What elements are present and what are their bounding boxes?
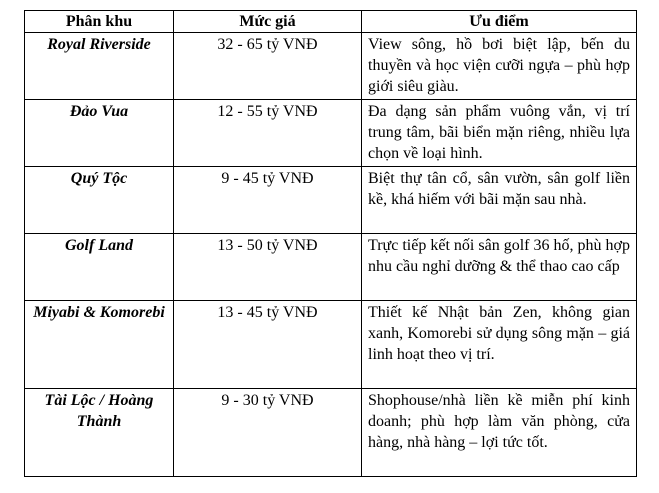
table-header-row [25, 11, 637, 33]
table-row [25, 234, 637, 301]
table-row [25, 100, 637, 167]
price-cell: 9 - 45 tỷ VNĐ [174, 167, 362, 234]
header-advantage: Ưu điểm [362, 11, 637, 33]
zone-cell: Đảo Vua [25, 100, 174, 167]
table-row [25, 33, 637, 100]
header-price: Mức giá [174, 11, 362, 33]
header-zone: Phân khu [25, 11, 174, 33]
advantage-cell: Shophouse/nhà liền kề miễn phí kinh doanh; phù hợp làm văn phòng, cửa hàng, nhà hàng – lợi tức tốt. [362, 389, 637, 477]
price-cell: 12 - 55 tỷ VNĐ [174, 100, 362, 167]
advantage-cell: Biệt thự tân cổ, sân vườn, sân golf liền kề, khá hiếm với bãi mặn sau nhà. [362, 167, 637, 234]
price-cell: 32 - 65 tỷ VNĐ [174, 33, 362, 100]
advantage-cell: Trực tiếp kết nối sân golf 36 hố, phù hợp nhu cầu nghỉ dưỡng & thể thao cao cấp [362, 234, 637, 301]
advantage-cell: View sông, hồ bơi biệt lập, bến du thuyền và học viện cưỡi ngựa – phù hợp giới siêu giàu. [362, 33, 637, 100]
advantage-cell: Đa dạng sản phẩm vuông vắn, vị trí trung tâm, bãi biển mặn riêng, nhiều lựa chọn về loại hình. [362, 100, 637, 167]
zone-cell: Miyabi & Komorebi [25, 301, 174, 389]
table-row [25, 167, 637, 234]
price-cell: 9 - 30 tỷ VNĐ [174, 389, 362, 477]
price-comparison-table [24, 10, 637, 477]
zone-cell: Royal Riverside [25, 33, 174, 100]
zone-cell: Quý Tộc [25, 167, 174, 234]
zone-cell: Golf Land [25, 234, 174, 301]
table-row [25, 389, 637, 477]
price-cell: 13 - 50 tỷ VNĐ [174, 234, 362, 301]
price-cell: 13 - 45 tỷ VNĐ [174, 301, 362, 389]
table-row [25, 301, 637, 389]
zone-cell: Tài Lộc / Hoàng Thành [25, 389, 174, 477]
advantage-cell: Thiết kế Nhật bản Zen, không gian xanh, Komorebi sử dụng sông mặn – giá linh hoạt theo vị trí. [362, 301, 637, 389]
